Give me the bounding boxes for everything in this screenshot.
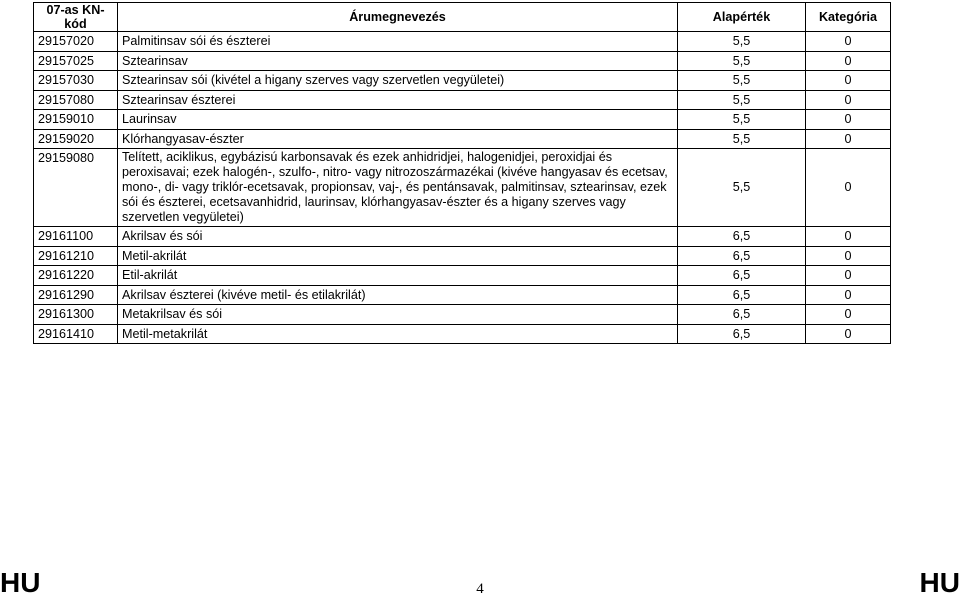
table-row <box>34 305 891 325</box>
table-row <box>34 227 891 247</box>
cn-code-cell: 29161290 <box>34 285 118 305</box>
header-category: Kategória <box>806 3 891 32</box>
cn-code-cell: 29161220 <box>34 266 118 286</box>
table-row <box>34 129 891 149</box>
product-description-cell: Sztearinsav sói (kivétel a higany szerves vagy szervetlen vegyületei) <box>118 71 678 91</box>
base-rate-cell: 6,5 <box>678 305 806 325</box>
product-description-cell: Etil-akrilát <box>118 266 678 286</box>
base-rate-cell: 5,5 <box>678 71 806 91</box>
category-cell: 0 <box>806 71 891 91</box>
product-description-cell: Akrilsav és sói <box>118 227 678 247</box>
cn-code-cell: 29161100 <box>34 227 118 247</box>
category-cell: 0 <box>806 324 891 344</box>
category-cell: 0 <box>806 285 891 305</box>
base-rate-cell: 6,5 <box>678 266 806 286</box>
header-base-rate: Alapérték <box>678 3 806 32</box>
base-rate-cell: 5,5 <box>678 90 806 110</box>
cn-code-cell: 29159080 <box>34 149 118 227</box>
category-cell: 0 <box>806 227 891 247</box>
category-cell: 0 <box>806 305 891 325</box>
table-row <box>34 90 891 110</box>
base-rate-cell: 6,5 <box>678 324 806 344</box>
cn-code-cell: 29159010 <box>34 110 118 130</box>
header-cn-code: 07-as KN-kód <box>34 3 118 32</box>
cn-code-cell: 29157080 <box>34 90 118 110</box>
cn-code-cell: 29161210 <box>34 246 118 266</box>
tariff-table <box>33 2 891 344</box>
product-description-cell: Sztearinsav észterei <box>118 90 678 110</box>
table-row <box>34 71 891 91</box>
product-description-cell: Palmitinsav sói és észterei <box>118 32 678 52</box>
page-number: 4 <box>476 581 484 597</box>
table-row <box>34 266 891 286</box>
cn-code-cell: 29157030 <box>34 71 118 91</box>
base-rate-cell: 5,5 <box>678 51 806 71</box>
category-cell: 0 <box>806 149 891 227</box>
category-cell: 0 <box>806 110 891 130</box>
base-rate-cell: 6,5 <box>678 227 806 247</box>
base-rate-cell: 6,5 <box>678 246 806 266</box>
product-description-cell: Akrilsav észterei (kivéve metil- és etilakrilát) <box>118 285 678 305</box>
product-description-cell: Metil-metakrilát <box>118 324 678 344</box>
footer-country-code-right: HU <box>919 567 960 598</box>
cn-code-cell: 29157025 <box>34 51 118 71</box>
category-cell: 0 <box>806 51 891 71</box>
product-description-cell: Telített, aciklikus, egybázisú karbonsavak és ezek anhidridjei, halogenidjei, peroxidjai és peroxisavai; ezek halogén-, szulfo-, nitro- vagy nitrozoszármazékai (kivéve hangyasav és ecetsav, mono-, di- vagy triklór-ecetsavak, propionsav, vaj-, és pentánsavak, palmitinsav, sztearinsav, ezek sói és észterei, ecetsavanhidrid, laurinsav, klórhangyasav-észter és a higany szerves vagy szervetlen vegyületei) <box>118 149 678 227</box>
base-rate-cell: 5,5 <box>678 32 806 52</box>
cn-code-cell: 29161300 <box>34 305 118 325</box>
header-product-description: Árumegnevezés <box>118 3 678 32</box>
product-description-cell: Metil-akrilát <box>118 246 678 266</box>
base-rate-cell: 5,5 <box>678 110 806 130</box>
category-cell: 0 <box>806 266 891 286</box>
product-description-cell: Sztearinsav <box>118 51 678 71</box>
base-rate-cell: 6,5 <box>678 285 806 305</box>
cn-code-cell: 29159020 <box>34 129 118 149</box>
table-row <box>34 149 891 227</box>
category-cell: 0 <box>806 32 891 52</box>
table-header-row <box>34 3 891 32</box>
category-cell: 0 <box>806 90 891 110</box>
footer-country-code-left: HU <box>0 567 41 598</box>
table-row <box>34 32 891 52</box>
base-rate-cell: 5,5 <box>678 129 806 149</box>
product-description-cell: Metakrilsav és sói <box>118 305 678 325</box>
table-row <box>34 285 891 305</box>
table-row <box>34 51 891 71</box>
cn-code-cell: 29157020 <box>34 32 118 52</box>
product-description-cell: Klórhangyasav-észter <box>118 129 678 149</box>
cn-code-cell: 29161410 <box>34 324 118 344</box>
table-row <box>34 110 891 130</box>
base-rate-cell: 5,5 <box>678 149 806 227</box>
product-description-cell: Laurinsav <box>118 110 678 130</box>
category-cell: 0 <box>806 246 891 266</box>
table-row <box>34 324 891 344</box>
category-cell: 0 <box>806 129 891 149</box>
table-row <box>34 246 891 266</box>
